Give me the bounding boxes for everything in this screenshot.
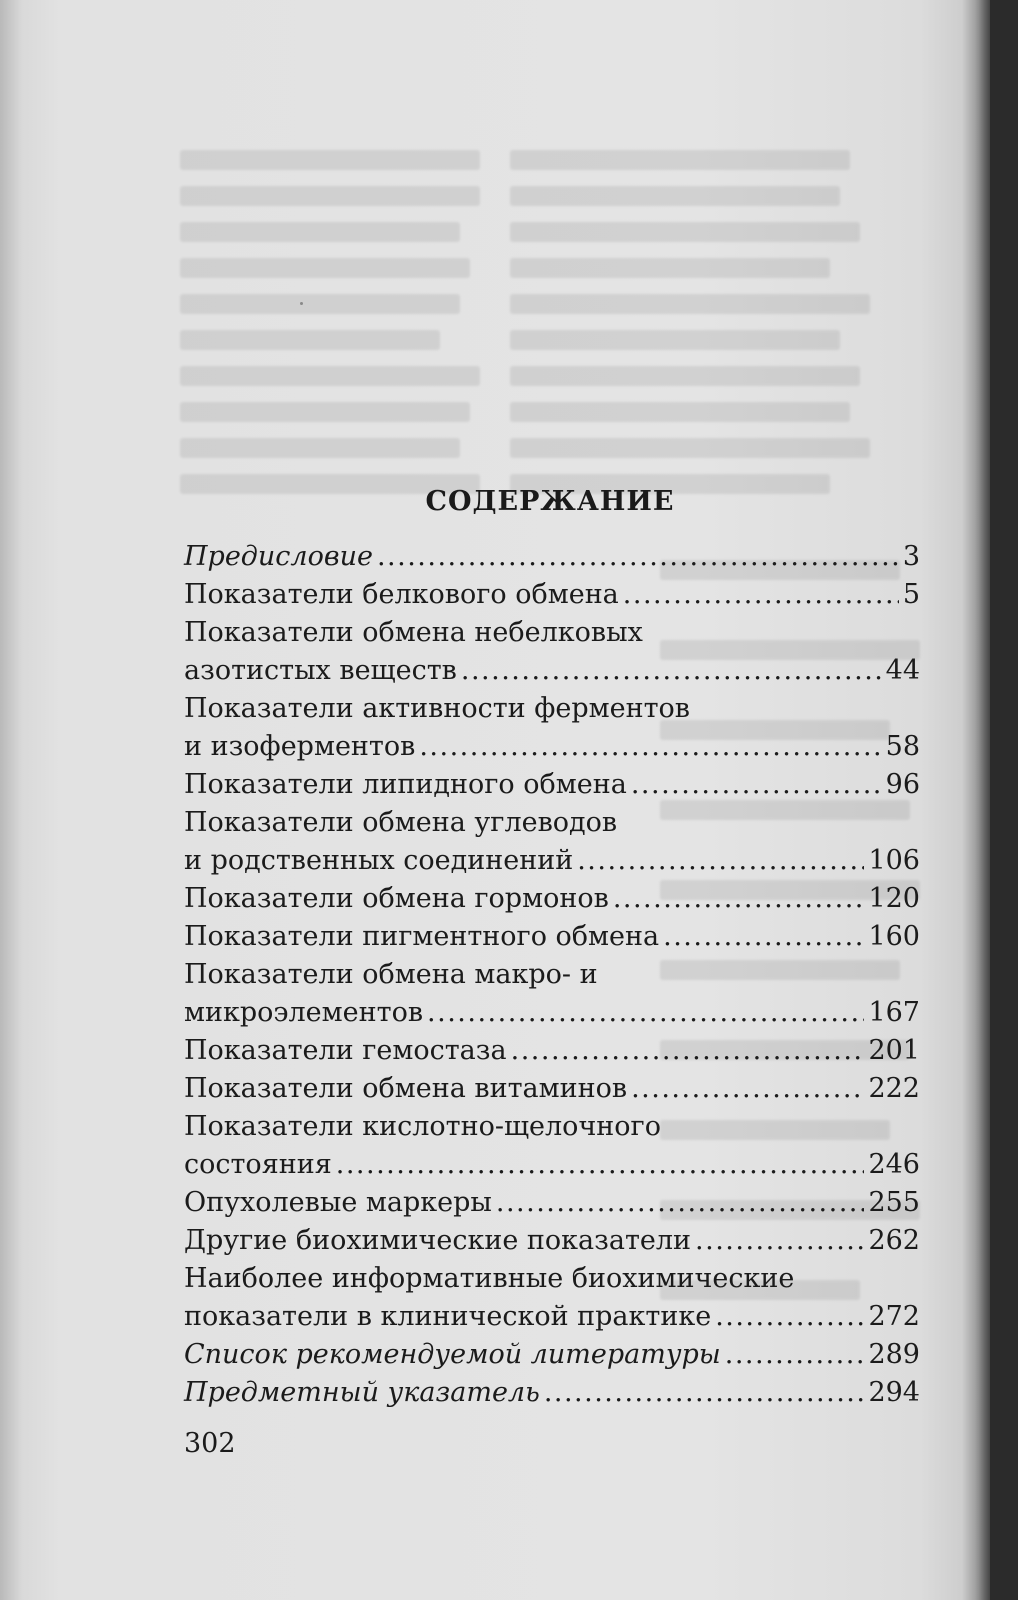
toc-entry-title: Показатели обмена углеводов <box>184 807 618 838</box>
dot-leader <box>461 652 882 690</box>
toc-entry <box>184 880 920 918</box>
dot-leader <box>577 842 864 880</box>
toc-entry-title: Показатели пигментного обмена <box>184 921 660 952</box>
toc-page-number: 120 <box>868 883 920 914</box>
toc-entry <box>184 1070 920 1108</box>
toc-entry <box>184 1222 920 1260</box>
toc-entry <box>184 918 920 956</box>
toc-entry <box>184 690 920 728</box>
toc-page-number: 246 <box>868 1149 920 1180</box>
toc-entry-title: азотистых веществ <box>184 655 457 686</box>
toc-page-number: 167 <box>868 997 920 1028</box>
toc-entry <box>184 538 920 576</box>
dot-leader <box>377 538 899 576</box>
toc-entry <box>184 576 920 614</box>
dot-leader <box>427 994 864 1032</box>
toc-page-number: 96 <box>885 769 920 800</box>
toc-page-number: 58 <box>885 731 920 762</box>
toc-entry-title: микроэлементов <box>184 997 424 1028</box>
toc-entry-title: Показатели обмена витаминов <box>184 1073 628 1104</box>
toc-entry <box>184 614 920 652</box>
dot-leader <box>695 1222 864 1260</box>
toc-entry-title: показатели в клинической практике <box>184 1301 712 1332</box>
toc-entry-title: Показатели активности ферментов <box>184 693 690 724</box>
dot-leader <box>613 880 865 918</box>
dot-leader <box>496 1184 865 1222</box>
toc-entry-continuation <box>184 1146 920 1184</box>
toc-entry-title: Предметный указатель <box>184 1377 540 1408</box>
toc-entry-title: и изоферментов <box>184 731 416 762</box>
dot-leader <box>336 1146 865 1184</box>
toc-entry-title: Показатели липидного обмена <box>184 769 627 800</box>
toc-entry-title: Предисловие <box>184 541 373 572</box>
toc-entry <box>184 1184 920 1222</box>
toc-entry-title: Показатели обмена макро- и <box>184 959 598 990</box>
toc-page-number: 289 <box>868 1339 920 1370</box>
toc-entry-title: состояния <box>184 1149 332 1180</box>
toc-entry <box>184 766 920 804</box>
dot-leader <box>544 1374 865 1412</box>
toc-entry <box>184 1336 920 1374</box>
toc-entry <box>184 1032 920 1070</box>
toc-entry-title: Наиболее информативные биохимические <box>184 1263 795 1294</box>
page-number: 302 <box>184 1428 236 1459</box>
dot-leader <box>419 728 881 766</box>
toc-page-number: 222 <box>868 1073 920 1104</box>
toc-page-number: 272 <box>868 1301 920 1332</box>
toc-entry-title: Другие биохимические показатели <box>184 1225 692 1256</box>
toc-entry-title: Опухолевые маркеры <box>184 1187 492 1218</box>
toc-page-number: 294 <box>868 1377 920 1408</box>
toc-entry <box>184 1260 920 1298</box>
toc-entry-continuation <box>184 728 920 766</box>
toc-page-number: 44 <box>885 655 920 686</box>
toc-entry-title: Показатели кислотно-щелочного <box>184 1111 661 1142</box>
toc-entry <box>184 956 920 994</box>
toc-page-number: 262 <box>868 1225 920 1256</box>
toc-page-number: 5 <box>902 579 920 610</box>
toc-page-number: 106 <box>868 845 920 876</box>
dot-leader <box>623 576 899 614</box>
toc-page-number: 160 <box>868 921 920 952</box>
toc-page-number: 201 <box>868 1035 920 1066</box>
toc-page-number: 3 <box>902 541 920 572</box>
dot-leader <box>663 918 864 956</box>
toc-entry-title: Список рекомендуемой литературы <box>184 1339 721 1370</box>
toc-entry-continuation <box>184 1298 920 1336</box>
dot-leader <box>511 1032 865 1070</box>
paper-speck <box>300 302 303 305</box>
toc-entry-title: Показатели обмена небелковых <box>184 617 643 648</box>
dot-leader <box>631 1070 864 1108</box>
toc-entry-title: и родственных соединений <box>184 845 574 876</box>
table-of-contents <box>184 538 920 1412</box>
toc-entry <box>184 804 920 842</box>
toc-heading: СОДЕРЖАНИЕ <box>425 486 675 517</box>
toc-entry-title: Показатели обмена гормонов <box>184 883 609 914</box>
toc-entry-continuation <box>184 994 920 1032</box>
dot-leader <box>715 1298 864 1336</box>
dot-leader <box>631 766 882 804</box>
toc-entry-continuation <box>184 652 920 690</box>
dot-leader <box>725 1336 865 1374</box>
toc-page-number: 255 <box>868 1187 920 1218</box>
toc-entry-title: Показатели белкового обмена <box>184 579 619 610</box>
page-edge-shadow <box>962 0 990 1600</box>
toc-entry <box>184 1374 920 1412</box>
toc-entry <box>184 1108 920 1146</box>
toc-entry-continuation <box>184 842 920 880</box>
toc-entry-title: Показатели гемостаза <box>184 1035 507 1066</box>
